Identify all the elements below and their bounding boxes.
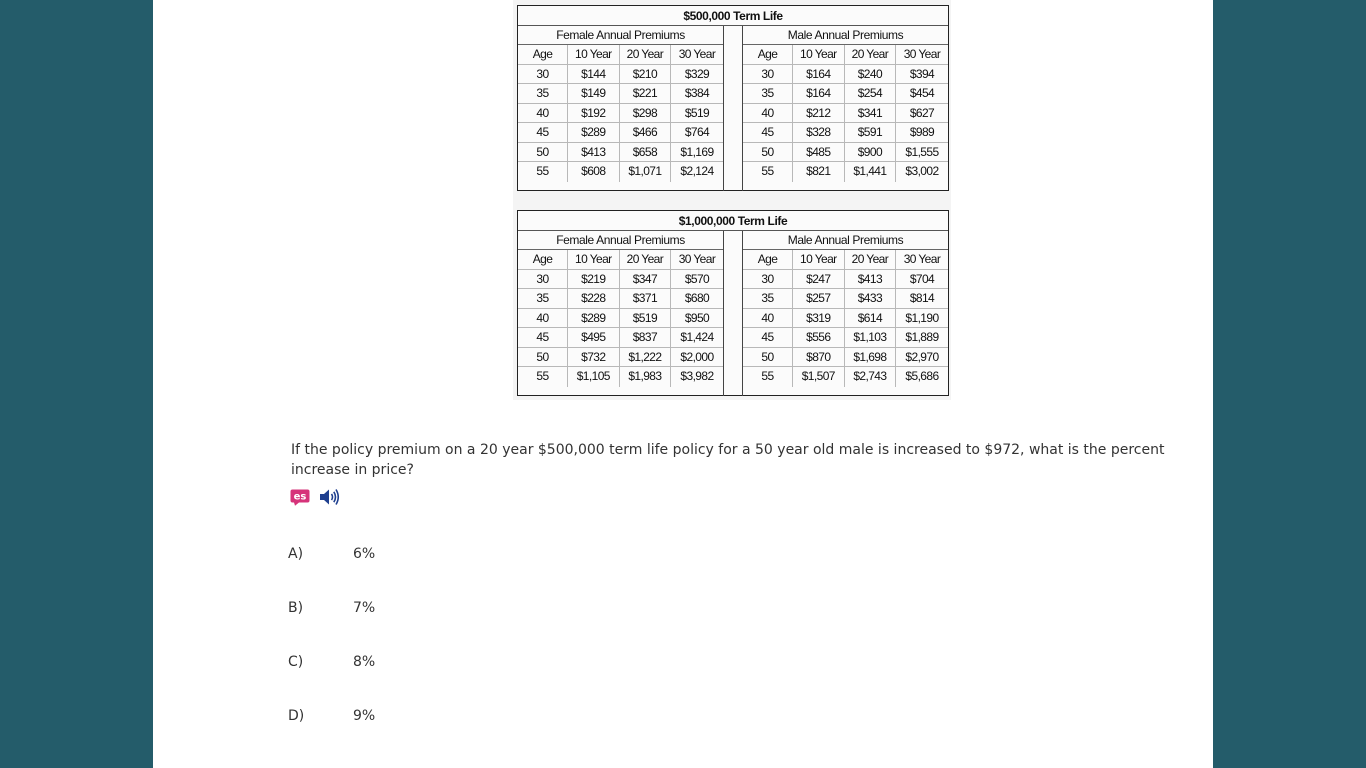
term-life-table-1m — [517, 210, 949, 396]
header-row — [743, 250, 948, 270]
table-cell: $219 — [568, 270, 620, 289]
table-cell: $212 — [793, 104, 845, 123]
table-cell: $341 — [845, 104, 897, 123]
table-row — [743, 367, 948, 387]
table-row — [743, 289, 948, 309]
female-premiums — [518, 26, 723, 191]
table-cell: $413 — [568, 143, 620, 162]
table-cell: 45 — [743, 328, 793, 347]
table-cell: $433 — [845, 289, 897, 308]
table-row — [743, 270, 948, 290]
column-header: Age — [518, 45, 568, 64]
table-cell: 55 — [743, 367, 793, 387]
choice-text: 9% — [353, 708, 376, 724]
male-premiums-title: Male Annual Premiums — [743, 231, 948, 250]
table-cell: $1,424 — [680, 330, 714, 344]
table-row — [743, 328, 948, 348]
female-premiums-title: Female Annual Premiums — [518, 231, 723, 250]
table-cell: $164 — [793, 84, 845, 103]
table-cell: $837 — [620, 328, 672, 347]
question-page — [153, 0, 1213, 768]
table-cell: 30 — [743, 65, 793, 84]
question-tools — [290, 487, 340, 507]
column-header: 10 Year — [793, 45, 845, 64]
table-cell: $1,169 — [680, 144, 714, 159]
table-cell: $1,555 — [905, 144, 939, 159]
column-header: 20 Year — [620, 250, 672, 269]
table-cell: $658 — [620, 143, 672, 162]
table-cell: $519 — [620, 309, 672, 328]
column-header: 10 Year — [568, 45, 620, 64]
premium-tables-image — [513, 0, 951, 400]
table-cell: $454 — [909, 86, 935, 100]
table-cell: 35 — [518, 289, 568, 308]
table-row — [518, 348, 723, 368]
table-row — [518, 65, 723, 85]
table-cell: 30 — [518, 65, 568, 84]
table-cell: $3,002 — [905, 164, 939, 178]
column-header: 10 Year — [568, 250, 620, 269]
table-row — [743, 162, 948, 182]
table-cell: 55 — [743, 162, 793, 182]
speaker-icon[interactable] — [318, 487, 340, 507]
table-cell: $254 — [845, 84, 897, 103]
table-cell: $519 — [684, 105, 710, 120]
header-row — [518, 45, 723, 65]
table-cell: $570 — [684, 271, 710, 286]
choice-text: 8% — [353, 654, 376, 670]
table-cell: $384 — [684, 86, 710, 100]
choice-letter: A) — [288, 546, 304, 562]
table-cell: 35 — [743, 289, 793, 308]
column-header: 30 Year — [678, 252, 716, 266]
table-cell: $495 — [568, 328, 620, 347]
table-cell: $5,686 — [905, 369, 939, 383]
table-cell: $1,889 — [905, 330, 939, 344]
choice-text: 6% — [353, 546, 376, 562]
table-cell: $240 — [845, 65, 897, 84]
table-cell: $591 — [845, 123, 897, 142]
column-header: 30 Year — [903, 252, 941, 266]
table-row — [518, 309, 723, 329]
table-cell: $289 — [568, 309, 620, 328]
term-life-table-500k — [517, 5, 949, 191]
table-cell: $608 — [568, 162, 620, 182]
column-header: Age — [518, 250, 568, 269]
table-cell: 40 — [743, 104, 793, 123]
table-cell: $329 — [684, 66, 710, 81]
table-cell: $144 — [568, 65, 620, 84]
column-header: 20 Year — [620, 45, 672, 64]
table-cell: 35 — [518, 84, 568, 103]
female-premiums — [518, 231, 723, 396]
table-divider — [723, 231, 743, 396]
table-cell: $485 — [793, 143, 845, 162]
table-cell: 35 — [743, 84, 793, 103]
table-cell: 55 — [518, 367, 568, 387]
table-cell: $704 — [909, 271, 935, 286]
table-title: $1,000,000 Term Life — [518, 211, 948, 231]
male-premiums-title: Male Annual Premiums — [743, 26, 948, 45]
table-cell: $228 — [568, 289, 620, 308]
table-row — [743, 123, 948, 143]
table-cell: 50 — [518, 143, 568, 162]
column-header: Age — [743, 250, 793, 269]
table-row — [518, 162, 723, 182]
answer-choice-a[interactable] — [288, 546, 375, 562]
es-translate-icon[interactable] — [290, 489, 310, 506]
svg-text:es: es — [293, 491, 307, 502]
table-cell: $870 — [793, 348, 845, 367]
header-row — [743, 45, 948, 65]
table-cell: $394 — [909, 66, 935, 81]
table-cell: $2,124 — [680, 164, 714, 178]
table-row — [518, 123, 723, 143]
table-cell: $989 — [909, 125, 935, 139]
table-cell: $298 — [620, 104, 672, 123]
table-cell: $3,982 — [680, 369, 714, 383]
table-cell: $2,000 — [680, 349, 714, 364]
table-cell: $210 — [620, 65, 672, 84]
answer-choice-b[interactable] — [288, 600, 375, 616]
header-row — [518, 250, 723, 270]
table-cell: $2,743 — [845, 367, 897, 387]
table-cell: $1,071 — [620, 162, 672, 182]
table-row — [518, 328, 723, 348]
table-row — [518, 143, 723, 163]
table-cell: 30 — [518, 270, 568, 289]
column-header: Age — [743, 45, 793, 64]
column-header: 30 Year — [903, 47, 941, 61]
table-cell: $614 — [845, 309, 897, 328]
table-cell: $347 — [620, 270, 672, 289]
choice-text: 7% — [353, 600, 376, 616]
question-text: If the policy premium on a 20 year $500,000 term life policy for a 50 year old male is increased to $972, what is the percent increase in price? — [291, 442, 1165, 478]
table-cell: $821 — [793, 162, 845, 182]
table-title: $500,000 Term Life — [518, 6, 948, 26]
table-cell: $466 — [620, 123, 672, 142]
table-cell: $2,970 — [905, 349, 939, 364]
column-header: 20 Year — [845, 45, 897, 64]
table-cell: $814 — [909, 291, 935, 305]
table-cell: $328 — [793, 123, 845, 142]
table-cell: $257 — [793, 289, 845, 308]
table-row — [743, 104, 948, 124]
answer-choice-d[interactable] — [288, 708, 375, 724]
table-cell: $371 — [620, 289, 672, 308]
female-premiums-title: Female Annual Premiums — [518, 26, 723, 45]
table-cell: 45 — [518, 123, 568, 142]
table-cell: 50 — [743, 348, 793, 367]
table-cell: $247 — [793, 270, 845, 289]
table-cell: $413 — [845, 270, 897, 289]
table-cell: $221 — [620, 84, 672, 103]
table-cell: $1,698 — [845, 348, 897, 367]
table-cell: $1,507 — [793, 367, 845, 387]
table-row — [518, 84, 723, 104]
table-cell: $192 — [568, 104, 620, 123]
table-cell: 40 — [518, 309, 568, 328]
table-row — [518, 289, 723, 309]
table-cell: $764 — [684, 125, 710, 139]
column-header: 10 Year — [793, 250, 845, 269]
table-cell: 30 — [743, 270, 793, 289]
table-row — [743, 84, 948, 104]
table-cell: $627 — [909, 105, 935, 120]
table-cell: $900 — [845, 143, 897, 162]
table-cell: $1,222 — [620, 348, 672, 367]
table-cell: $1,441 — [845, 162, 897, 182]
table-cell: $1,105 — [568, 367, 620, 387]
table-cell: 40 — [518, 104, 568, 123]
table-cell: $1,190 — [905, 310, 939, 325]
column-header: 30 Year — [678, 47, 716, 61]
male-premiums — [743, 231, 948, 396]
table-row — [743, 309, 948, 329]
male-premiums — [743, 26, 948, 191]
table-row — [518, 367, 723, 387]
table-cell: $289 — [568, 123, 620, 142]
table-cell: $149 — [568, 84, 620, 103]
table-cell: $164 — [793, 65, 845, 84]
answer-choice-c[interactable] — [288, 654, 375, 670]
table-cell: 50 — [518, 348, 568, 367]
table-cell: 40 — [743, 309, 793, 328]
table-row — [518, 104, 723, 124]
choice-letter: B) — [288, 600, 304, 616]
choice-letter: D) — [288, 708, 305, 724]
column-header: 20 Year — [845, 250, 897, 269]
table-cell: $950 — [684, 310, 710, 325]
table-cell: 50 — [743, 143, 793, 162]
table-cell: $1,103 — [845, 328, 897, 347]
choice-letter: C) — [288, 654, 304, 670]
table-row — [743, 65, 948, 85]
table-cell: $1,983 — [620, 367, 672, 387]
table-cell: $732 — [568, 348, 620, 367]
table-cell: $680 — [684, 291, 710, 305]
table-cell: 55 — [518, 162, 568, 182]
table-row — [743, 143, 948, 163]
table-row — [743, 348, 948, 368]
table-cell: $319 — [793, 309, 845, 328]
table-divider — [723, 26, 743, 191]
table-cell: $556 — [793, 328, 845, 347]
table-cell: 45 — [518, 328, 568, 347]
table-cell: 45 — [743, 123, 793, 142]
table-row — [518, 270, 723, 290]
